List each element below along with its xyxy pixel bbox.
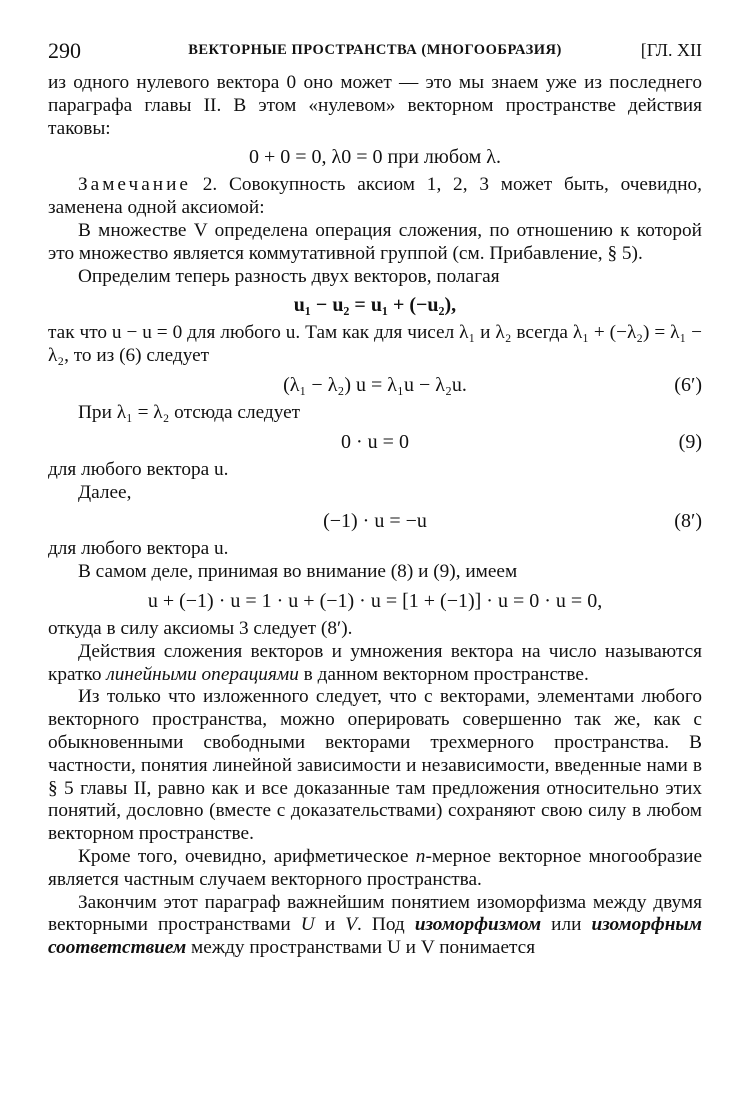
remark-label: Замечание bbox=[78, 174, 191, 196]
paragraph: из одного нулевого вектора 0 оно может — это мы знаем уже из последнего параграфа главы II. В этом «нулевом» векторном пространстве действия таковы: bbox=[48, 72, 702, 139]
emphasis: U bbox=[300, 914, 315, 936]
formula-text: u + (−1) · u = 1 · u + (−1) · u = [1 + (−1)] · u = 0 · u = 0, bbox=[147, 589, 603, 612]
remark-text: 2. Совокупность аксиом 1, 2, 3 может быть, очевидно, заменена одной аксиомой: bbox=[48, 174, 702, 219]
chapter-label: [ГЛ. XII bbox=[640, 40, 702, 60]
paragraph bbox=[48, 892, 702, 960]
page-number: 290 bbox=[48, 38, 81, 63]
text-run: Действия сложения векторов и умножения вектора на число называются кратко bbox=[48, 640, 702, 685]
paragraph: для любого вектора u. bbox=[48, 458, 229, 480]
text-run: и bbox=[314, 914, 346, 936]
formula-text: (λ₁ − λ₂) u = λ₁u − λ₂u. bbox=[283, 373, 467, 396]
page bbox=[48, 38, 702, 960]
page-header bbox=[48, 38, 702, 72]
equation-number: (8′) bbox=[674, 510, 702, 533]
paragraph: Из только что изложенного следует, что с векторами, элементами любого векторного пространства, можно оперировать совершенно так же, как с обыкновенными свободными векторами трехмерного пространства. В частности, понятия линейной зависимости и независимости, введенные нами в § 5 главы II, равно как и все доказанные там предложения относительно этих понятий, дословно (вместе с доказательствами) сохраняют свою силу в любом векторном пространстве. bbox=[48, 686, 702, 845]
paragraph bbox=[48, 846, 702, 892]
text-run: в данном векторном пространстве. bbox=[298, 663, 589, 685]
formula-text: 0 · u = 0 bbox=[341, 430, 409, 453]
remark-paragraph bbox=[48, 174, 702, 220]
paragraph: Далее, bbox=[78, 481, 132, 503]
emphasis: n bbox=[415, 845, 426, 867]
text-run: . Под bbox=[357, 914, 415, 936]
equation-number: (6′) bbox=[674, 373, 702, 396]
formula bbox=[48, 292, 702, 318]
text-run: между пространствами U и V понимается bbox=[186, 937, 536, 959]
running-title: ВЕКТОРНЫЕ ПРОСТРАНСТВА (МНОГООБРАЗИЯ) bbox=[188, 42, 562, 58]
emphasis: линейными операциями bbox=[106, 663, 299, 685]
formula bbox=[48, 588, 702, 614]
emphasis: изоморфным соответствием bbox=[48, 914, 702, 959]
formula-text: (−1) · u = −u bbox=[323, 510, 427, 533]
formula bbox=[48, 144, 702, 170]
formula bbox=[48, 508, 702, 534]
text-run: или bbox=[541, 914, 592, 936]
formula bbox=[48, 372, 702, 398]
text-run: Закончим этот параграф важнейшим понятием изоморфизма между двумя векторными пространствами bbox=[48, 891, 702, 936]
formula-text: u₁ − u₂ = u₁ + (−u₂), bbox=[293, 294, 457, 317]
emphasis: V bbox=[345, 914, 357, 936]
formula-text: 0 + 0 = 0, λ0 = 0 при любом λ. bbox=[248, 146, 501, 169]
paragraph: В множестве V определена операция сложения, по отношению к которой это множество является коммутативной группой (см. Прибавление, § 5). bbox=[48, 219, 702, 264]
paragraph: Определим теперь разность двух векторов, полагая bbox=[78, 265, 500, 287]
text-run: -мерное векторное многообразие является частным случаем векторного пространства. bbox=[48, 845, 703, 890]
paragraph: В самом деле, принимая во внимание (8) и (9), имеем bbox=[78, 561, 518, 583]
text-run: Кроме того, очевидно, арифметическое bbox=[78, 845, 416, 867]
equation-number: (9) bbox=[678, 430, 702, 453]
paragraph: откуда в силу аксиомы 3 следует (8′). bbox=[48, 617, 353, 639]
paragraph: При λ₁ = λ₂ отсюда следует bbox=[78, 401, 301, 423]
paragraph: так что u − u = 0 для любого u. Там как для чисел λ₁ и λ₂ всегда λ₁ + (−λ₂) = λ₁ − λ₂, то из (6) следует bbox=[48, 322, 702, 367]
paragraph bbox=[48, 641, 702, 687]
formula bbox=[48, 429, 702, 455]
emphasis: изоморфизмом bbox=[414, 914, 542, 936]
paragraph: для любого вектора u. bbox=[48, 538, 229, 560]
